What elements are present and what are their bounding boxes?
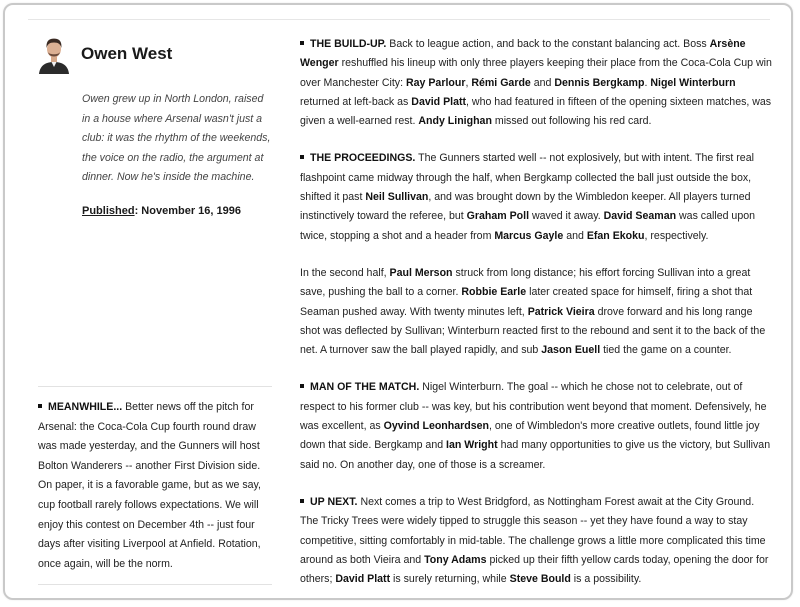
bullet-icon	[300, 384, 304, 388]
body-text: tied the game on a counter.	[600, 344, 732, 357]
author-bio: Owen grew up in North London, raised in a house where Arsenal wasn't just a club: it was the rhythm of the weekends, the voice on the radio, the argument at dinner. Now he's inside the machine.	[82, 93, 271, 183]
body-text: Back to league action, and back to the constant balancing act. Boss	[386, 38, 710, 50]
avatar	[38, 36, 70, 74]
top-divider	[28, 19, 770, 20]
body-text: is surely returning, while	[390, 573, 510, 586]
body-text: and	[530, 76, 555, 89]
bullet-icon	[300, 155, 304, 159]
section-heading: THE BUILD-UP.	[310, 38, 387, 50]
body-text: In the second half,	[300, 266, 390, 279]
body-text: is a possibility.	[570, 573, 642, 586]
player-name: Oyvind Leonhardsen	[383, 420, 489, 433]
body-text: waved it away.	[529, 210, 604, 223]
body-text: reshuffled his lineup with only three players keeping their place from the Coca-Cola Cup win over Manchester City:	[300, 57, 772, 89]
section-build-up	[300, 35, 773, 131]
published-date: November 16, 1996	[141, 204, 241, 217]
body-text: , one of Wimbledon's more creative outlets, found little joy down that side. Bergkamp and	[300, 420, 760, 452]
player-name: Nigel Winterburn	[422, 381, 502, 394]
player-name: Paul Merson	[389, 266, 453, 279]
referee-name: Graham Poll	[466, 210, 530, 223]
section-proceedings	[300, 149, 773, 245]
player-name: David Platt	[411, 95, 467, 108]
bullet-icon	[38, 404, 42, 408]
bullet-icon	[300, 499, 304, 503]
section-heading: MAN OF THE MATCH.	[310, 381, 420, 394]
body-text: struck from long distance; his effort forcing Sullivan into a great save, pushing the ball to a corner.	[300, 266, 751, 299]
player-name: Marcus Gayle	[494, 229, 564, 242]
body-text: The Gunners started well -- not explosively, but with intent. The first real flashpoint came midway through the half, when Bergkamp collected the ball just outside the box, shifted it past	[300, 152, 754, 204]
body-text: returned at left-back as	[300, 95, 412, 108]
player-name: Steve Bould	[509, 573, 571, 586]
body-text: picked up their fifth yellow cards today, opening the door for others;	[300, 553, 769, 586]
published-line: Published: November 16, 1996	[82, 204, 241, 217]
bullet-icon	[300, 41, 304, 45]
section-heading: UP NEXT.	[310, 495, 358, 508]
body-text: Next comes a trip to West Bridgford, as Nottingham Forest await at the City Ground. The Tricky Trees were widely tipped to struggle this season -- yet they have found a way to stay competitive, sitting comfortably in mid-table. The challenge grows a little more complicated this time around as both Vieira and	[300, 495, 766, 566]
player-name: Neil Sullivan	[365, 191, 429, 204]
player-name: Nigel Winterburn	[650, 76, 736, 89]
author-name: Owen West	[81, 44, 173, 63]
author-photo-icon	[38, 36, 70, 74]
body-text: . The goal -- which he chose not to celebrate, out of respect to his former club -- was key, but his contribution went beyond that moment. Defensively, he was excellent, as	[300, 381, 767, 433]
player-name: David Platt	[335, 573, 391, 586]
meanwhile-text: Better news off the pitch for Arsenal: the Coca-Cola Cup fourth round draw was made yesterday, and the Gunners will host Bolton Wanderers -- another First Division side. On paper, it is a favorable game, but as we say, cup football rarely follows expectations. We will enjoy this contest on December 4th -- just four days after visiting Liverpool at Anfield. Rotation, once again, will be the norm.	[38, 401, 261, 570]
player-name: Robbie Earle	[461, 286, 527, 299]
player-name: Ian Wright	[446, 439, 498, 452]
player-name: Arsène Wenger	[300, 38, 746, 70]
player-name: Patrick Vieira	[527, 305, 595, 318]
section-up-next	[300, 493, 773, 589]
body-text: had many opportunities to give us the victory, but Sullivan said no. On another day, one of those is a screamer.	[300, 439, 771, 471]
meanwhile-box	[38, 386, 272, 585]
player-name: Dennis Bergkamp	[554, 76, 645, 89]
player-name: Jason Euell	[541, 344, 601, 357]
body-text: was called upon twice, stopping a shot and a header from	[300, 210, 755, 242]
author-header	[38, 36, 272, 74]
body-text: , and was brought down by the Wimbledon keeper. All players turned instinctively toward the referee, but	[300, 191, 751, 223]
body-text: drove forward and his long range shot was deflected by Sullivan; Winterburn reacted first to the rebound and sent it to the back of the net. A turnover saw the ball played rapidly, and sub	[300, 305, 766, 357]
player-name: Efan Ekoku	[586, 229, 645, 242]
player-name: Andy Linighan	[418, 115, 492, 128]
body-text: , who had featured in fifteen of the opening sixteen matches, was given a well-earned rest.	[300, 95, 772, 128]
player-name: Tony Adams	[424, 553, 487, 566]
player-name: Rémi Garde	[471, 76, 531, 89]
section-man-of-the-match	[300, 378, 773, 474]
body-text: ,	[465, 76, 472, 89]
body-text: , respectively.	[644, 229, 709, 242]
body-text: and	[563, 229, 587, 242]
article-body	[300, 35, 773, 607]
player-name: David Seaman	[603, 210, 677, 223]
author-sidebar	[38, 36, 272, 217]
published-label: Published	[82, 204, 135, 217]
player-name: Ray Parlour	[405, 76, 466, 89]
body-text: later created space for himself, firing a shot that Seaman pushed away. With twenty minutes left,	[300, 286, 753, 318]
body-text: missed out following his red card.	[491, 115, 652, 128]
section-heading: THE PROCEEDINGS.	[310, 152, 416, 165]
section-second-half	[300, 264, 773, 360]
meanwhile-heading: MEANWHILE...	[48, 401, 123, 413]
body-text: .	[644, 76, 651, 89]
